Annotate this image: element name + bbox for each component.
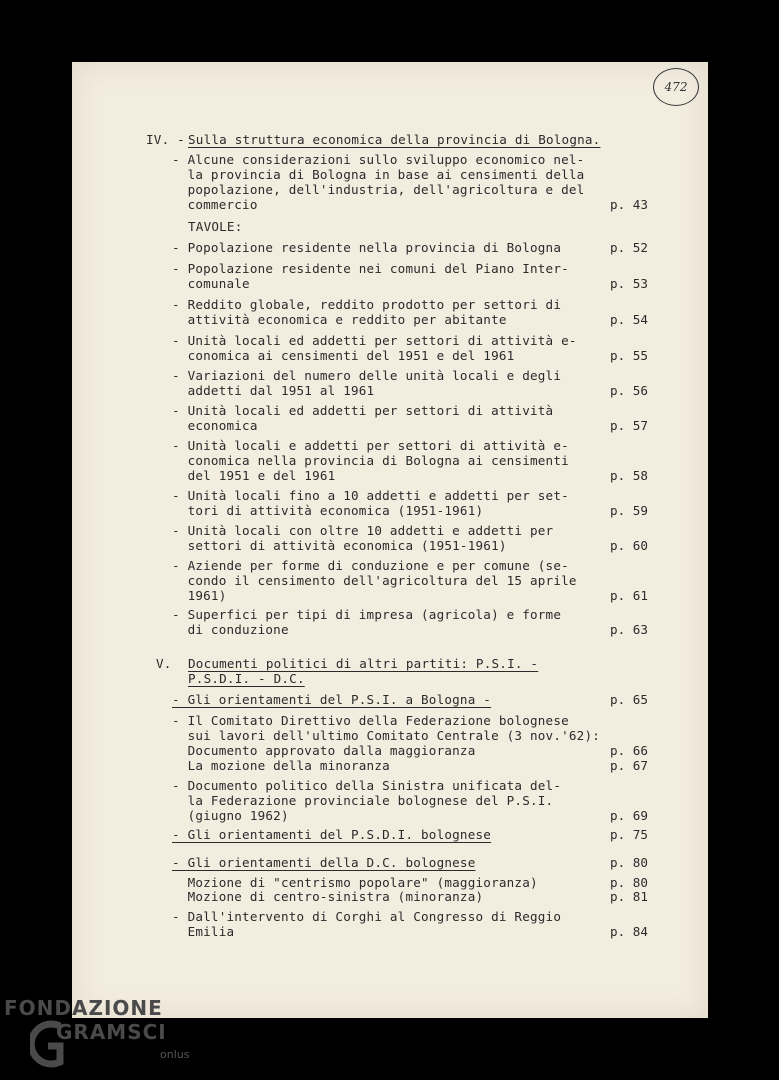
toc-entry-line: comunale — [172, 276, 250, 291]
fondazione-gramsci-logo — [4, 996, 204, 1076]
toc-page-ref: p. 67 — [610, 758, 648, 773]
toc-entry-line: - Unità locali con oltre 10 addetti e addetti per — [172, 523, 554, 538]
section-v-number: V. — [156, 656, 172, 671]
section-iv-number: IV. - — [146, 132, 185, 147]
toc-entry-line: - Unità locali ed addetti per settori di attività — [172, 403, 554, 418]
toc-entry-line: attività economica e reddito per abitante — [172, 312, 507, 327]
toc-entry-line: - Dall'intervento di Corghi al Congresso di Reggio — [172, 909, 562, 924]
toc-page-ref: p. 61 — [610, 588, 648, 603]
toc-page-ref: p. 57 — [610, 418, 648, 433]
toc-page-ref: p. 53 — [610, 276, 648, 291]
toc-page-ref: p. 69 — [610, 808, 648, 823]
toc-page-ref: p. 58 — [610, 468, 648, 483]
toc-page-ref: p. 59 — [610, 503, 648, 518]
toc-page-ref: p. 65 — [610, 692, 648, 707]
toc-entry-line: 1961) — [172, 588, 227, 603]
toc-entry-line: Documento approvato dalla maggioranza — [172, 743, 476, 758]
toc-entry-line: Mozione di centro-sinistra (minoranza) — [172, 889, 484, 904]
toc-page-ref: p. 52 — [610, 240, 648, 255]
toc-entry-line: (giugno 1962) — [172, 808, 289, 823]
toc-entry-line: - Alcune considerazioni sullo sviluppo economico nel- — [172, 152, 585, 167]
toc-entry-line: condo il censimento dell'agricoltura del 15 aprile — [172, 573, 577, 588]
toc-entry-line: - Reddito globale, reddito prodotto per settori di — [172, 297, 562, 312]
toc-entry-line: di conduzione — [172, 622, 289, 637]
toc-page-ref: p. 56 — [610, 383, 648, 398]
toc-entry-line: economica — [172, 418, 258, 433]
toc-entry-line: sui lavori dell'ultimo Comitato Centrale (3 nov.'62): — [172, 728, 601, 743]
toc-page-ref: p. 84 — [610, 924, 648, 939]
toc-page-ref: p. 80 — [610, 855, 648, 870]
toc-page-ref: p. 43 — [610, 197, 648, 212]
toc-entry-line: tori di attività economica (1951-1961) — [172, 503, 484, 518]
section-v-title: Documenti politici di altri partiti: P.S.I. - — [188, 656, 539, 671]
toc-entry-line: settori di attività economica (1951-1961) — [172, 538, 507, 553]
toc-entry-line: Mozione di "centrismo popolare" (maggioranza) — [172, 875, 538, 890]
toc-entry-line: - Gli orientamenti del P.S.D.I. bolognese — [172, 827, 492, 842]
toc-page-ref: p. 75 — [610, 827, 648, 842]
toc-entry-line: - Gli orientamenti del P.S.I. a Bologna - — [172, 692, 492, 707]
toc-entry-line: - Popolazione residente nei comuni del Piano Inter- — [172, 261, 569, 276]
toc-page-ref: p. 63 — [610, 622, 648, 637]
toc-page-ref: p. 60 — [610, 538, 648, 553]
toc-entry-line: - Popolazione residente nella provincia di Bologna — [172, 240, 562, 255]
toc-page-ref: p. 54 — [610, 312, 648, 327]
toc-entry-line: del 1951 e del 1961 — [172, 468, 336, 483]
toc-entry-line: conomica ai censimenti del 1951 e del 1961 — [172, 348, 515, 363]
toc-entry-line: - Gli orientamenti della D.C. bolognese — [172, 855, 476, 870]
toc-entry-line: La mozione della minoranza — [172, 758, 390, 773]
toc-entry-line: - Superfici per tipi di impresa (agricola) e forme — [172, 607, 562, 622]
toc-entry-line: - Variazioni del numero delle unità locali e degli — [172, 368, 562, 383]
toc-entry-line: - Documento politico della Sinistra unificata del- — [172, 778, 562, 793]
page-number-stamp: 472 — [653, 68, 699, 106]
toc-entry-line: - Il Comitato Direttivo della Federazione bolognese — [172, 713, 569, 728]
toc-entry-line: - Unità locali fino a 10 addetti e addetti per set- — [172, 488, 569, 503]
toc-page-ref: p. 80 — [610, 875, 648, 890]
toc-entry-line: - Unità locali e addetti per settori di attività e- — [172, 438, 569, 453]
section-v-title: P.S.D.I. - D.C. — [188, 671, 305, 686]
section-iv-title: Sulla struttura economica della provincia di Bologna. — [188, 132, 601, 147]
toc-page-ref: p. 66 — [610, 743, 648, 758]
toc-entry-line: - Aziende per forme di conduzione e per comune (se- — [172, 558, 569, 573]
toc-entry-line: - Unità locali ed addetti per settori di attività e- — [172, 333, 577, 348]
toc-entry-line: la Federazione provinciale bolognese del P.S.I. — [172, 793, 554, 808]
logo-text-fondazione: FONDAZIONE — [4, 996, 163, 1020]
toc-entry-line: popolazione, dell'industria, dell'agricoltura e del — [172, 182, 585, 197]
toc-entry-line: la provincia di Bologna in base ai censimenti della — [172, 167, 585, 182]
toc-page-ref: p. 55 — [610, 348, 648, 363]
toc-entry-line: conomica nella provincia di Bologna ai censimenti — [172, 453, 569, 468]
toc-entry-line: addetti dal 1951 al 1961 — [172, 383, 375, 398]
toc-entry-line: commercio — [172, 197, 258, 212]
toc-page-ref: p. 81 — [610, 889, 648, 904]
tables-label: TAVOLE: — [188, 219, 243, 234]
logo-text-gramsci: GRAMSCI — [56, 1020, 167, 1044]
logo-text-onlus: onlus — [160, 1048, 190, 1061]
toc-entry-line: Emilia — [172, 924, 235, 939]
